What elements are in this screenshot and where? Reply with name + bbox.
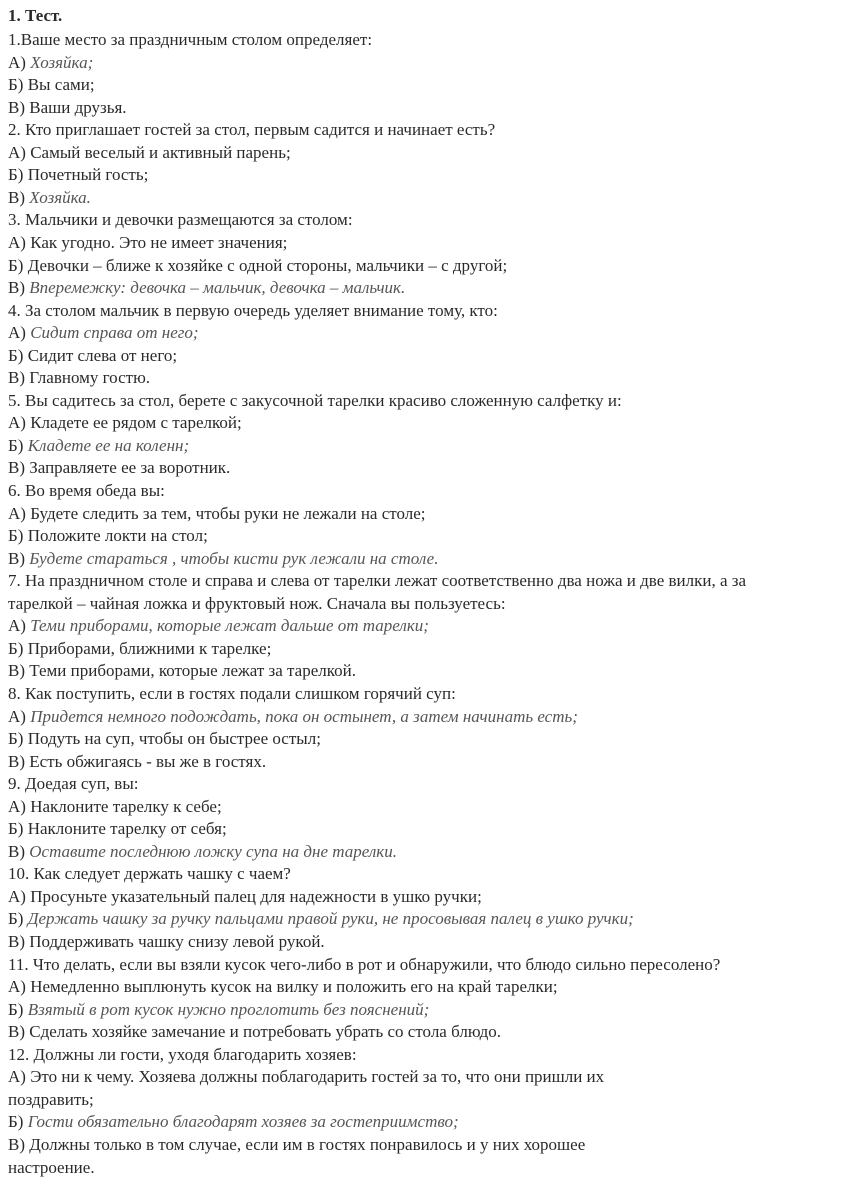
answer-label: В) bbox=[8, 548, 30, 568]
answer-option bbox=[8, 436, 189, 456]
answer-option bbox=[8, 616, 429, 636]
answer-label: Б) bbox=[8, 819, 28, 839]
answer-text: Теми приборами, которые лежат дальше от тарелки; bbox=[30, 616, 429, 636]
answer-option bbox=[8, 53, 93, 73]
answer-text: Вы сами; bbox=[27, 75, 95, 95]
answer-option bbox=[8, 707, 578, 727]
question-line: 12. Должны ли гости, уходя благодарить хозяев: bbox=[8, 1044, 357, 1064]
answer-text: Заправляете ее за воротник. bbox=[29, 458, 231, 478]
answer-label: Б) bbox=[8, 435, 28, 455]
answer-label: А) bbox=[8, 706, 31, 726]
answer-option bbox=[8, 887, 482, 907]
answer-option bbox=[8, 278, 405, 298]
question-line: 8. Как поступить, если в гостях подали слишком горячий суп: bbox=[8, 683, 456, 703]
answer-text: Девочки – ближе к хозяйке с одной стороны, мальчики – с другой; bbox=[27, 255, 508, 275]
answer-text: Хозяйка. bbox=[29, 187, 91, 207]
answer-label: А) bbox=[8, 503, 31, 523]
question-line: 5. Вы садитесь за стол, берете с закусочной тарелки красиво сложенную салфетку и: bbox=[8, 390, 622, 410]
answer-option bbox=[8, 75, 95, 95]
answer-text: Положите локти на стол; bbox=[27, 526, 208, 546]
answer-label: В) bbox=[8, 751, 30, 771]
answer-text: Сделать хозяйке замечание и потребовать убрать со стола блюдо. bbox=[29, 1022, 502, 1042]
answer-option bbox=[8, 165, 148, 185]
answer-text: Поддерживать чашку снизу левой рукой. bbox=[29, 932, 325, 951]
answer-text: Сидит справа от него; bbox=[30, 323, 199, 343]
answer-option bbox=[8, 977, 558, 997]
answer-text: Немедленно выплюнуть кусок на вилку и положить его на край тарелки; bbox=[30, 977, 558, 997]
question-line: тарелкой – чайная ложка и фруктовый нож. Сначала вы пользуетесь: bbox=[8, 593, 506, 613]
answer-text: Сидит слева от него; bbox=[27, 345, 178, 365]
answer-label: Б) bbox=[8, 75, 28, 95]
question-line: 1.Ваше место за праздничным столом определяет: bbox=[8, 30, 373, 49]
answer-text: Вперемежку: девочка – мальчик, девочка – мальчик. bbox=[29, 278, 406, 298]
answer-label: А) bbox=[8, 886, 31, 906]
answer-text: Будете следить за тем, чтобы руки не лежали на столе; bbox=[30, 503, 426, 523]
answer-text: Хозяйка; bbox=[30, 52, 94, 72]
question-line: 6. Во время обеда вы: bbox=[8, 481, 165, 500]
answer-option bbox=[8, 1000, 429, 1020]
answer-label: А) bbox=[8, 1067, 31, 1087]
answer-text: Будете стараться , чтобы кисти рук лежали на столе. bbox=[29, 548, 439, 568]
answer-option bbox=[8, 323, 199, 343]
answer-option bbox=[8, 639, 271, 659]
answer-label: Б) bbox=[8, 345, 28, 365]
answer-text: Приборами, ближними к тарелке; bbox=[27, 638, 272, 658]
question-line: 10. Как следует держать чашку с чаем? bbox=[8, 864, 291, 884]
answer-text: Ваши друзья. bbox=[29, 97, 127, 117]
answer-label: Б) bbox=[8, 729, 28, 749]
answer-option bbox=[8, 188, 91, 208]
answer-option bbox=[8, 729, 321, 749]
answer-option bbox=[8, 368, 150, 388]
answer-label: А) bbox=[8, 977, 31, 997]
answer-label: А) bbox=[8, 323, 31, 343]
answer-label: Б) bbox=[8, 999, 28, 1019]
page-title: 1. Тест. bbox=[8, 6, 63, 25]
answer-label: А) bbox=[8, 616, 31, 636]
answer-label: В) bbox=[8, 661, 30, 681]
answer-option bbox=[8, 1022, 501, 1042]
answer-option bbox=[8, 661, 356, 681]
answer-label: Б) bbox=[8, 165, 28, 185]
answer-label: А) bbox=[8, 413, 31, 433]
answer-option bbox=[8, 752, 266, 772]
answer-label: Б) bbox=[8, 526, 28, 546]
answer-text: Подуть на суп, чтобы он быстрее остыл; bbox=[27, 729, 321, 749]
answer-text: Наклоните тарелку от себя; bbox=[27, 819, 227, 839]
answer-option bbox=[8, 1112, 459, 1132]
answer-label: В) bbox=[8, 278, 30, 298]
answer-text: Взятый в рот кусок нужно проглотить без пояснений; bbox=[27, 999, 430, 1019]
answer-text: Почетный гость; bbox=[27, 165, 149, 185]
answer-label: В) bbox=[8, 458, 30, 478]
answer-option bbox=[8, 458, 230, 478]
answer-option bbox=[8, 1067, 604, 1087]
question-line: поздравить; bbox=[8, 1089, 94, 1109]
answer-text: Оставите последнюю ложку супа на дне тарелки. bbox=[29, 841, 397, 861]
answer-option bbox=[8, 526, 208, 546]
question-line: 3. Мальчики и девочки размещаются за столом: bbox=[8, 210, 353, 230]
question-line: 9. Доедая суп, вы: bbox=[8, 774, 139, 794]
answer-text: Как угодно. Это не имеет значения; bbox=[30, 232, 288, 252]
answer-option bbox=[8, 909, 634, 929]
answer-label: В) bbox=[8, 368, 30, 388]
question-line: 4. За столом мальчик в первую очередь уделяет внимание тому, кто: bbox=[8, 300, 498, 320]
question-line: 11. Что делать, если вы взяли кусок чего-либо в рот и обнаружили, что блюдо сильно пересолено? bbox=[8, 954, 721, 974]
answer-option bbox=[8, 504, 426, 524]
question-line: 7. На праздничном столе и справа и слева от тарелки лежат соответственно два ножа и две вилки, а за bbox=[8, 571, 747, 591]
answer-label: В) bbox=[8, 97, 30, 117]
answer-label: В) bbox=[8, 932, 30, 951]
answer-label: В) bbox=[8, 1134, 30, 1154]
answer-option bbox=[8, 256, 507, 276]
answer-option bbox=[8, 1135, 585, 1155]
answer-option bbox=[8, 549, 438, 569]
answer-option bbox=[8, 819, 227, 839]
answer-text: Кладете ее на коленн; bbox=[27, 435, 190, 455]
answer-label: А) bbox=[8, 232, 31, 252]
answer-text: Придется немного подождать, пока он остынет, а затем начинать есть; bbox=[30, 706, 578, 726]
answer-option bbox=[8, 932, 325, 952]
answer-option bbox=[8, 346, 177, 366]
answer-label: Б) bbox=[8, 1112, 28, 1132]
answer-text: Самый веселый и активный парень; bbox=[30, 142, 291, 162]
answer-text: Должны только в том случае, если им в гостях понравилось и у них хорошее bbox=[29, 1134, 586, 1154]
answer-option bbox=[8, 98, 127, 118]
answer-option bbox=[8, 797, 222, 817]
answer-label: В) bbox=[8, 841, 30, 861]
answer-label: В) bbox=[8, 187, 30, 207]
answer-text: Есть обжигаясь - вы же в гостях. bbox=[29, 751, 267, 771]
question-line: настроение. bbox=[8, 1157, 95, 1177]
answer-option bbox=[8, 233, 287, 253]
answer-option bbox=[8, 842, 397, 862]
answer-text: Гости обязательно благодарят хозяев за гостеприимство; bbox=[27, 1112, 459, 1132]
answer-text: Это ни к чему. Хозяева должны поблагодарить гостей за то, что они пришли их bbox=[30, 1067, 605, 1087]
answer-text: Главному гостю. bbox=[29, 368, 151, 388]
answer-text: Наклоните тарелку к себе; bbox=[30, 796, 222, 816]
answer-label: В) bbox=[8, 1022, 30, 1042]
answer-label: А) bbox=[8, 796, 31, 816]
answer-text: Кладете ее рядом с тарелкой; bbox=[30, 413, 242, 433]
answer-text: Теми приборами, которые лежат за тарелкой. bbox=[29, 661, 357, 681]
answer-label: А) bbox=[8, 142, 31, 162]
answer-label: Б) bbox=[8, 909, 28, 929]
answer-label: Б) bbox=[8, 638, 28, 658]
answer-label: Б) bbox=[8, 255, 28, 275]
answer-label: А) bbox=[8, 52, 31, 72]
question-line: 2. Кто приглашает гостей за стол, первым садится и начинает есть? bbox=[8, 120, 496, 140]
answer-option bbox=[8, 413, 242, 433]
answer-text: Просуньте указательный палец для надежности в ушко ручки; bbox=[30, 886, 482, 906]
answer-text: Держать чашку за ручку пальцами правой руки, не просовывая палец в ушко ручки; bbox=[27, 909, 634, 929]
answer-option bbox=[8, 143, 291, 163]
